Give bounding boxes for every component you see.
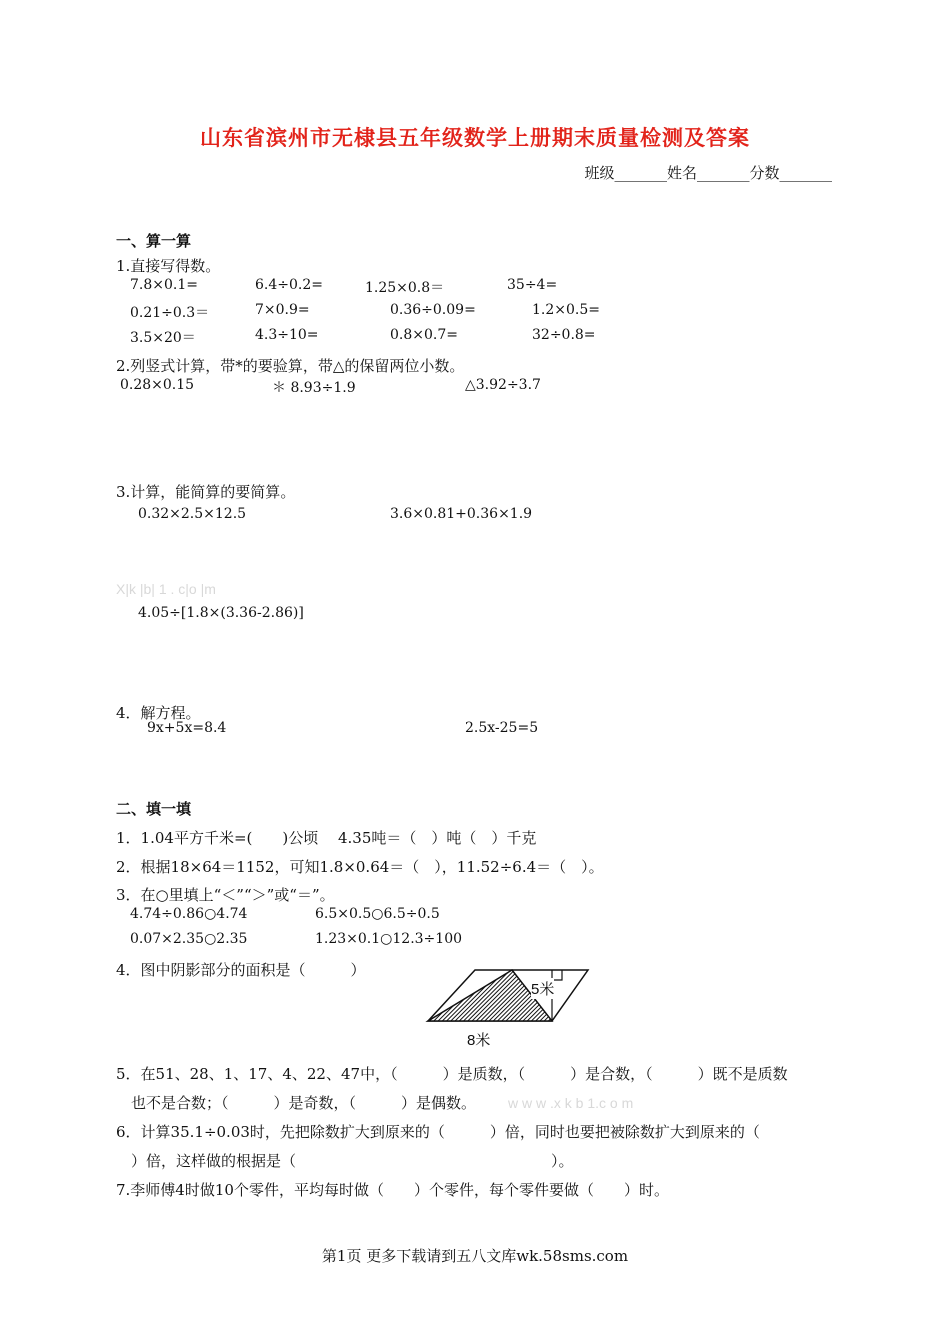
vertical-calc: 0.28×0.15 (120, 377, 195, 393)
parallelogram-figure (420, 962, 595, 1030)
oral-calc: 7.8×0.1= (130, 277, 198, 293)
equation: 9x+5x=8.4 (147, 720, 227, 736)
oral-calc: 3.5×20＝ (130, 330, 196, 346)
oral-calc: 1.25×0.8＝ (365, 280, 445, 296)
height-label: 5米 (531, 978, 554, 999)
q4-prompt: 4．解方程。 (116, 704, 201, 722)
simplify-calc: 3.6×0.81+0.36×1.9 (390, 506, 533, 522)
fill-q6-line1: 6．计算35.1÷0.03时，先把除数扩大到原来的（ ）倍，同时也要把被除数扩大到原来的（ (116, 1123, 760, 1141)
vertical-calc: △3.92÷3.7 (465, 377, 541, 393)
fill-q7: 7.李师傅4时做10个零件，平均每时做（ ）个零件，每个零件要做（ ）时。 (116, 1181, 669, 1199)
equation: 2.5x-25=5 (465, 720, 539, 736)
q3-prompt: 3.计算，能简算的要简算。 (116, 483, 296, 501)
compare-item: 1.23×0.1○12.3÷100 (315, 931, 463, 947)
page-footer: 第1页 更多下载请到五八文库wk.58sms.com (321, 1247, 629, 1265)
base-label: 8米 (467, 1032, 491, 1049)
fill-q3-prompt: 3．在○里填上“＜”“＞”或“＝”。 (116, 886, 335, 904)
document-title: 山东省滨州市无棣县五年级数学上册期末质量检测及答案 (200, 125, 750, 150)
oral-calc: 7×0.9= (255, 302, 310, 318)
compare-item: 6.5×0.5○6.5÷0.5 (315, 906, 440, 922)
watermark-text: X|k |b| 1 . c|o |m (116, 581, 216, 597)
fill-q5-line1: 5．在51、28、1、17、4、22、47中，（ ）是质数，（ ）是合数，（ ）既不是质数 (116, 1065, 788, 1083)
oral-calc: 1.2×0.5= (532, 302, 600, 318)
simplify-calc: 4.05÷[1.8×(3.36-2.86)] (138, 605, 304, 621)
student-info-line: 班级_______姓名_______分数_______ (584, 164, 832, 182)
q1-prompt: 1.直接写得数。 (116, 257, 221, 275)
fill-q1: 1．1.04平方千米=( )公顷 4.35吨＝（ ）吨（ ）千克 (116, 829, 537, 847)
section1-heading: 一、算一算 (116, 232, 192, 250)
oral-calc: 0.8×0.7= (390, 327, 458, 343)
fill-q5-line2: 也不是合数；（ ）是奇数，（ ）是偶数。 (131, 1094, 477, 1112)
vertical-calc: ＊ 8.93÷1.9 (272, 380, 356, 396)
simplify-calc: 0.32×2.5×12.5 (138, 506, 247, 522)
oral-calc: 4.3÷10= (255, 327, 319, 343)
fill-q2: 2．根据18×64＝1152，可知1.8×0.64＝（ ），11.52÷6.4＝（ ）。 (116, 858, 604, 876)
fill-q4-prompt: 4．图中阴影部分的面积是（ ） (116, 961, 366, 979)
fill-q6-line2: ）倍，这样做的根据是（ ）。 (131, 1152, 574, 1170)
watermark-text: w w w .x k b 1.c o m (508, 1095, 634, 1111)
oral-calc: 0.36÷0.09= (390, 302, 476, 318)
compare-item: 0.07×2.35○2.35 (130, 931, 248, 947)
compare-item: 4.74÷0.86○4.74 (130, 906, 248, 922)
oral-calc: 6.4÷0.2= (255, 277, 323, 293)
oral-calc: 0.21÷0.3＝ (130, 305, 210, 321)
section2-heading: 二、填一填 (116, 800, 192, 818)
oral-calc: 32÷0.8= (532, 327, 596, 343)
q2-prompt: 2.列竖式计算，带*的要验算，带△的保留两位小数。 (116, 357, 465, 375)
oral-calc: 35÷4= (507, 277, 558, 293)
